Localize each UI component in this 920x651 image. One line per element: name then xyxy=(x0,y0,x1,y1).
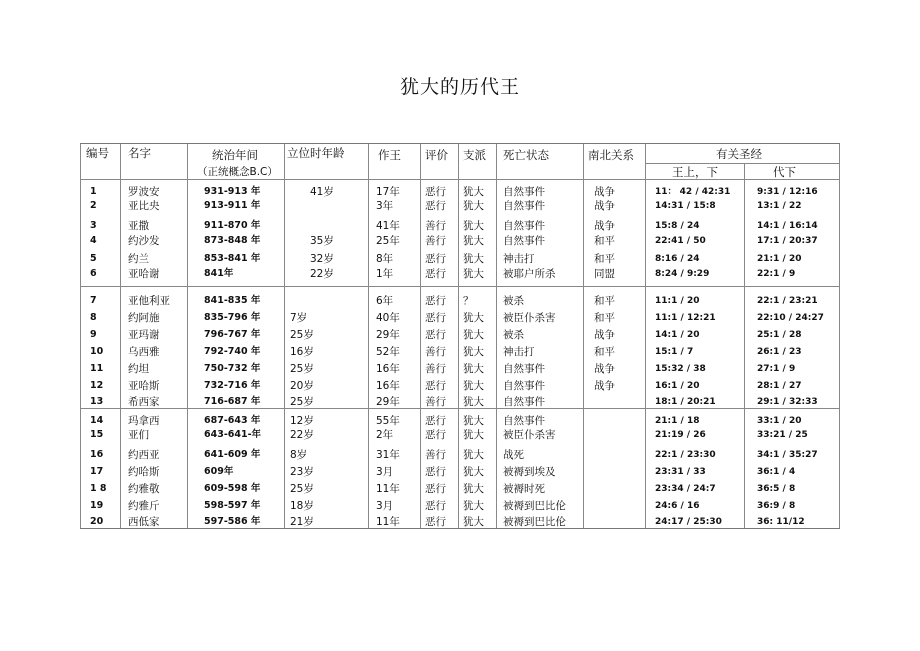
cell-relation: 和平 xyxy=(594,346,615,358)
cell-name: 约哈斯 xyxy=(128,466,160,478)
cell-reign: 1年 xyxy=(376,268,394,280)
cell-reign: 11年 xyxy=(376,483,400,495)
cell-name: 约坦 xyxy=(128,363,149,375)
cell-num: 13 xyxy=(90,396,104,407)
cell-eval: 恶行 xyxy=(425,500,446,512)
cell-years: 716-687 年 xyxy=(204,396,261,407)
cell-years: 641-609 年 xyxy=(204,449,261,460)
cell-death: 自然事件 xyxy=(503,200,545,212)
cell-years: 931-913 年 xyxy=(204,186,261,197)
cell-eval: 恶行 xyxy=(425,415,446,427)
cell-name: 玛拿西 xyxy=(128,415,160,427)
cell-chronicles-ref: 33:1 / 20 xyxy=(757,416,802,426)
cell-reign: 29年 xyxy=(376,396,400,408)
col-border-left xyxy=(80,144,81,528)
cell-reign: 8年 xyxy=(376,253,394,265)
cell-name: 约雅敬 xyxy=(128,483,160,495)
col-border-2 xyxy=(187,144,188,528)
cell-name: 约阿施 xyxy=(128,312,160,324)
cell-relation: 战争 xyxy=(594,329,615,341)
cell-chronicles-ref: 22:10 / 24:27 xyxy=(757,313,824,323)
cell-chronicles-ref: 26:1 / 23 xyxy=(757,347,802,357)
cell-years: 609-598 年 xyxy=(204,483,261,494)
cell-name: 亚比央 xyxy=(128,200,160,212)
cell-eval: 善行 xyxy=(425,235,446,247)
cell-num: 16 xyxy=(90,449,104,460)
cell-eval: 善行 xyxy=(425,220,446,232)
col-border-9 xyxy=(645,144,646,528)
group-divider-2 xyxy=(80,408,840,409)
cell-kings-ref: 8:24 / 9:29 xyxy=(655,269,710,279)
cell-reign: 52年 xyxy=(376,346,400,358)
cell-num: 17 xyxy=(90,466,104,477)
cell-eval: 善行 xyxy=(425,363,446,375)
cell-name: 亚他利亚 xyxy=(128,295,170,307)
cell-kings-ref: 11:1 / 12:21 xyxy=(655,313,716,323)
cell-num: 1 8 xyxy=(90,483,107,494)
cell-name: 亚们 xyxy=(128,429,149,441)
cell-eval: 恶行 xyxy=(425,186,446,198)
header-num: 编号 xyxy=(86,146,109,160)
cell-chronicles-ref: 25:1 / 28 xyxy=(757,330,802,340)
cell-age: 35岁 xyxy=(310,235,334,247)
cell-years: 835-796 年 xyxy=(204,312,261,323)
cell-tribe: 犹大 xyxy=(463,516,484,528)
cell-tribe: 犹大 xyxy=(463,186,484,198)
cell-eval: 恶行 xyxy=(425,483,446,495)
cell-name: 亚哈斯 xyxy=(128,380,160,392)
cell-years: 687-643 年 xyxy=(204,415,261,426)
cell-chronicles-ref: 21:1 / 20 xyxy=(757,254,802,264)
cell-tribe: 犹大 xyxy=(463,329,484,341)
cell-kings-ref: 23:34 / 24:7 xyxy=(655,484,716,494)
cell-chronicles-ref: 14:1 / 16:14 xyxy=(757,221,818,231)
cell-years: 609年 xyxy=(204,466,234,477)
cell-num: 19 xyxy=(90,500,104,511)
cell-relation: 战争 xyxy=(594,200,615,212)
cell-tribe: 犹大 xyxy=(463,466,484,478)
cell-chronicles-ref: 29:1 / 32:33 xyxy=(757,397,818,407)
cell-tribe: 犹大 xyxy=(463,415,484,427)
cell-death: 被耶户所杀 xyxy=(503,268,556,280)
cell-kings-ref: 15:8 / 24 xyxy=(655,221,700,231)
cell-years: 873-848 年 xyxy=(204,235,261,246)
cell-chronicles-ref: 36:5 / 8 xyxy=(757,484,796,494)
cell-eval: 恶行 xyxy=(425,516,446,528)
cell-kings-ref: 14:1 / 20 xyxy=(655,330,700,340)
cell-years: 841-835 年 xyxy=(204,295,261,306)
cell-death: 自然事件 xyxy=(503,396,545,408)
cell-num: 5 xyxy=(90,253,97,264)
cell-chronicles-ref: 34:1 / 35:27 xyxy=(757,450,818,460)
header-reign: 作王 xyxy=(378,148,401,162)
cell-reign: 25年 xyxy=(376,235,400,247)
cell-eval: 善行 xyxy=(425,449,446,461)
cell-relation: 和平 xyxy=(594,312,615,324)
cell-name: 罗波安 xyxy=(128,186,160,198)
cell-kings-ref: 24:6 / 16 xyxy=(655,501,700,511)
cell-reign: 16年 xyxy=(376,380,400,392)
cell-kings-ref: 16:1 / 20 xyxy=(655,381,700,391)
cell-relation: 战争 xyxy=(594,186,615,198)
cell-age: 18岁 xyxy=(290,500,314,512)
cell-eval: 恶行 xyxy=(425,253,446,265)
cell-reign: 11年 xyxy=(376,516,400,528)
header-name: 名字 xyxy=(128,146,151,160)
cell-years: 598-597 年 xyxy=(204,500,261,511)
cell-eval: 恶行 xyxy=(425,429,446,441)
cell-tribe: 犹大 xyxy=(463,449,484,461)
cell-num: 10 xyxy=(90,346,104,357)
cell-age: 32岁 xyxy=(310,253,334,265)
cell-kings-ref: 15:32 / 38 xyxy=(655,364,706,374)
cell-years: 597-586 年 xyxy=(204,516,261,527)
header-scripture: 有关圣经 xyxy=(716,147,762,161)
cell-kings-ref: 11:1 / 20 xyxy=(655,296,700,306)
cell-kings-ref: 21:19 / 26 xyxy=(655,430,706,440)
cell-tribe: 犹大 xyxy=(463,483,484,495)
cell-kings-ref: 21:1 / 18 xyxy=(655,416,700,426)
cell-eval: 恶行 xyxy=(425,200,446,212)
cell-tribe: 犹大 xyxy=(463,220,484,232)
cell-age: 12岁 xyxy=(290,415,314,427)
cell-chronicles-ref: 13:1 / 22 xyxy=(757,201,802,211)
cell-tribe: 犹大 xyxy=(463,429,484,441)
cell-death: 神击打 xyxy=(503,253,535,265)
col-border-4 xyxy=(368,144,369,528)
cell-death: 神击打 xyxy=(503,346,535,358)
col-border-8 xyxy=(583,144,584,528)
cell-death: 被褥到埃及 xyxy=(503,466,556,478)
cell-chronicles-ref: 9:31 / 12:16 xyxy=(757,187,818,197)
cell-num: 12 xyxy=(90,380,104,391)
cell-age: 25岁 xyxy=(290,396,314,408)
kings-table xyxy=(80,143,840,529)
header-relation: 南北关系 xyxy=(588,148,634,162)
header-age: 立位时年龄 xyxy=(287,146,345,160)
cell-reign: 16年 xyxy=(376,363,400,375)
header-tribe: 支派 xyxy=(463,148,486,162)
cell-years: 750-732 年 xyxy=(204,363,261,374)
cell-num: 11 xyxy=(90,363,104,374)
cell-num: 9 xyxy=(90,329,97,340)
cell-death: 战死 xyxy=(503,449,524,461)
cell-kings-ref: 15:1 / 7 xyxy=(655,347,694,357)
cell-kings-ref: 23:31 / 33 xyxy=(655,467,706,477)
cell-years: 643-641-年 xyxy=(204,429,262,440)
cell-death: 被褥时死 xyxy=(503,483,545,495)
cell-eval: 恶行 xyxy=(425,380,446,392)
cell-reign: 3月 xyxy=(376,500,394,512)
cell-num: 20 xyxy=(90,516,104,527)
cell-reign: 3年 xyxy=(376,200,394,212)
header-chronicles: 代下 xyxy=(773,165,796,179)
cell-chronicles-ref: 27:1 / 9 xyxy=(757,364,796,374)
cell-num: 15 xyxy=(90,429,104,440)
cell-years: 841年 xyxy=(204,268,234,279)
cell-age: 41岁 xyxy=(310,186,334,198)
cell-death: 自然事件 xyxy=(503,415,545,427)
cell-num: 6 xyxy=(90,268,97,279)
cell-tribe: 犹大 xyxy=(463,253,484,265)
header-eval: 评价 xyxy=(425,148,448,162)
cell-age: 25岁 xyxy=(290,483,314,495)
cell-age: 23岁 xyxy=(290,466,314,478)
cell-tribe: 犹大 xyxy=(463,235,484,247)
cell-eval: 善行 xyxy=(425,346,446,358)
cell-years: 796-767 年 xyxy=(204,329,261,340)
cell-age: 8岁 xyxy=(290,449,308,461)
cell-kings-ref: 18:1 / 20:21 xyxy=(655,397,716,407)
cell-tribe: 犹大 xyxy=(463,346,484,358)
cell-reign: 55年 xyxy=(376,415,400,427)
cell-num: 4 xyxy=(90,235,97,246)
cell-death: 被褥到巴比伦 xyxy=(503,500,566,512)
header-kings: 王上，下 xyxy=(672,165,718,179)
cell-years: 853-841 年 xyxy=(204,253,261,264)
cell-reign: 31年 xyxy=(376,449,400,461)
cell-death: 被杀 xyxy=(503,295,524,307)
cell-years: 792-740 年 xyxy=(204,346,261,357)
cell-chronicles-ref: 33:21 / 25 xyxy=(757,430,808,440)
cell-death: 自然事件 xyxy=(503,380,545,392)
cell-chronicles-ref: 22:1 / 23:21 xyxy=(757,296,818,306)
cell-tribe: 犹大 xyxy=(463,500,484,512)
cell-death: 被臣仆杀害 xyxy=(503,429,556,441)
cell-reign: 6年 xyxy=(376,295,394,307)
cell-eval: 恶行 xyxy=(425,295,446,307)
cell-death: 自然事件 xyxy=(503,235,545,247)
cell-years: 913-911 年 xyxy=(204,200,261,211)
cell-kings-ref: 22:1 / 23:30 xyxy=(655,450,716,460)
cell-tribe: ？ xyxy=(463,295,474,307)
cell-relation: 和平 xyxy=(594,253,615,265)
cell-kings-ref: 24:17 / 25:30 xyxy=(655,517,722,527)
cell-num: 8 xyxy=(90,312,97,323)
cell-relation: 和平 xyxy=(594,295,615,307)
cell-death: 被臣仆杀害 xyxy=(503,312,556,324)
cell-name: 亚撒 xyxy=(128,220,149,232)
cell-tribe: 犹大 xyxy=(463,380,484,392)
cell-chronicles-ref: 17:1 / 20:37 xyxy=(757,236,818,246)
header-years-sub: （正统概念B.C） xyxy=(197,166,278,178)
cell-chronicles-ref: 36:9 / 8 xyxy=(757,501,796,511)
cell-eval: 恶行 xyxy=(425,466,446,478)
cell-eval: 恶行 xyxy=(425,329,446,341)
cell-kings-ref: 11： 42 / 42:31 xyxy=(655,187,731,197)
cell-eval: 恶行 xyxy=(425,312,446,324)
cell-reign: 41年 xyxy=(376,220,400,232)
cell-kings-ref: 8:16 / 24 xyxy=(655,254,700,264)
cell-name: 亚玛谢 xyxy=(128,329,160,341)
cell-name: 约雅斤 xyxy=(128,500,160,512)
cell-age: 21岁 xyxy=(290,516,314,528)
cell-name: 乌西雅 xyxy=(128,346,160,358)
cell-death: 被杀 xyxy=(503,329,524,341)
cell-reign: 2年 xyxy=(376,429,394,441)
cell-num: 2 xyxy=(90,200,97,211)
cell-death: 自然事件 xyxy=(503,186,545,198)
cell-kings-ref: 22:41 / 50 xyxy=(655,236,706,246)
cell-age: 25岁 xyxy=(290,329,314,341)
cell-num: 14 xyxy=(90,415,104,426)
cell-chronicles-ref: 28:1 / 27 xyxy=(757,381,802,391)
cell-age: 22岁 xyxy=(310,268,334,280)
cell-num: 7 xyxy=(90,295,97,306)
cell-relation: 战争 xyxy=(594,380,615,392)
cell-chronicles-ref: 36: 11/12 xyxy=(757,517,805,527)
col-border-right xyxy=(839,144,840,528)
cell-years: 732-716 年 xyxy=(204,380,261,391)
cell-tribe: 犹大 xyxy=(463,200,484,212)
cell-relation: 和平 xyxy=(594,235,615,247)
group-divider-1 xyxy=(80,286,840,287)
cell-relation: 同盟 xyxy=(594,268,615,280)
cell-chronicles-ref: 36:1 / 4 xyxy=(757,467,796,477)
cell-reign: 3月 xyxy=(376,466,394,478)
cell-age: 7岁 xyxy=(290,312,308,324)
header-death: 死亡状态 xyxy=(503,148,549,162)
cell-chronicles-ref: 22:1 / 9 xyxy=(757,269,796,279)
col-border-1 xyxy=(120,144,121,528)
cell-num: 1 xyxy=(90,186,97,197)
page-title: 犹大的历代王 xyxy=(399,76,520,98)
cell-age: 16岁 xyxy=(290,346,314,358)
cell-age: 20岁 xyxy=(290,380,314,392)
col-border-7 xyxy=(496,144,497,528)
cell-name: 希西家 xyxy=(128,396,160,408)
cell-death: 自然事件 xyxy=(503,363,545,375)
cell-kings-ref: 14:31 / 15:8 xyxy=(655,201,716,211)
cell-name: 亚哈谢 xyxy=(128,268,160,280)
cell-years: 911-870 年 xyxy=(204,220,261,231)
cell-reign: 40年 xyxy=(376,312,400,324)
cell-death: 自然事件 xyxy=(503,220,545,232)
cell-eval: 善行 xyxy=(425,396,446,408)
cell-reign: 17年 xyxy=(376,186,400,198)
cell-tribe: 犹大 xyxy=(463,268,484,280)
cell-eval: 恶行 xyxy=(425,268,446,280)
cell-tribe: 犹大 xyxy=(463,363,484,375)
cell-tribe: 犹大 xyxy=(463,396,484,408)
cell-name: 约西亚 xyxy=(128,449,160,461)
header-divider xyxy=(80,179,840,180)
header-years: 统治年间 xyxy=(212,148,258,162)
cell-tribe: 犹大 xyxy=(463,312,484,324)
cell-num: 3 xyxy=(90,220,97,231)
cell-age: 25岁 xyxy=(290,363,314,375)
col-border-3 xyxy=(284,144,285,528)
cell-age: 22岁 xyxy=(290,429,314,441)
cell-name: 约兰 xyxy=(128,253,149,265)
cell-relation: 战争 xyxy=(594,220,615,232)
col-border-10 xyxy=(744,163,745,528)
col-border-6 xyxy=(458,144,459,528)
cell-name: 约沙发 xyxy=(128,235,160,247)
cell-relation: 战争 xyxy=(594,363,615,375)
cell-death: 被褥到巴比伦 xyxy=(503,516,566,528)
col-border-5 xyxy=(420,144,421,528)
cell-reign: 29年 xyxy=(376,329,400,341)
cell-name: 西低家 xyxy=(128,516,160,528)
